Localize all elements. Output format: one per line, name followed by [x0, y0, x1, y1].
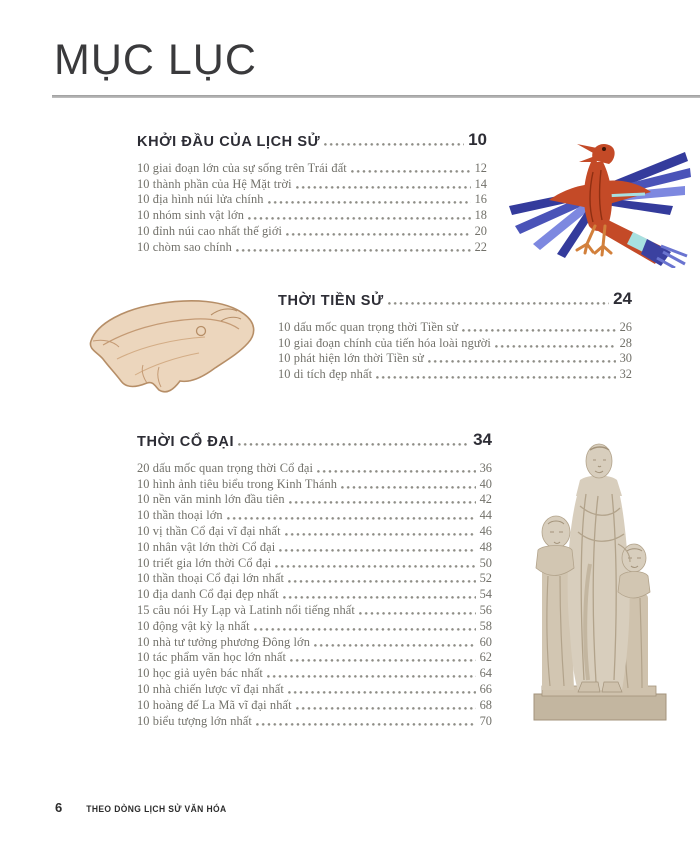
- dot-leader: [268, 201, 471, 204]
- section-entries: [278, 319, 632, 382]
- toc-entry-label: 10 triết gia lớn thời Cổ đại: [137, 555, 272, 570]
- toc-entry-page: 14: [474, 176, 487, 191]
- toc-entry: [137, 571, 492, 587]
- section-title: THỜI TIỀN SỬ: [278, 293, 384, 309]
- dot-leader: [388, 302, 609, 305]
- folio-page-number: 6: [55, 800, 63, 815]
- toc-entry: [137, 681, 492, 697]
- toc-entry-page: 16: [474, 192, 487, 207]
- toc-entry-label: 10 thần thoại Cổ đại lớn nhất: [137, 571, 285, 586]
- toc-entry-page: 60: [479, 634, 492, 649]
- dot-leader: [288, 580, 476, 583]
- dot-leader: [283, 596, 476, 599]
- toc-entry-label: 10 phát hiện lớn thời Tiền sử: [278, 351, 424, 366]
- toc-entry-label: 10 nhà chiến lược vĩ đại nhất: [137, 681, 284, 696]
- toc-entry: [137, 207, 487, 223]
- toc-entry-label: 10 nhà tư tưởng phương Đông lớn: [137, 634, 310, 649]
- toc-entry: [278, 319, 632, 335]
- dot-leader: [227, 517, 476, 520]
- toc-entry-page: 30: [619, 351, 632, 366]
- dot-leader: [290, 659, 476, 662]
- toc-entry-page: 62: [479, 650, 492, 665]
- dot-leader: [296, 186, 471, 189]
- toc-entry: [137, 665, 492, 681]
- toc-entry: [137, 176, 487, 192]
- toc-entry-page: 48: [479, 539, 492, 554]
- dot-leader: [314, 644, 476, 647]
- toc-entry: [137, 523, 492, 539]
- toc-entry: [137, 160, 487, 176]
- toc-entry-label: 10 thành phần của Hệ Mặt trời: [137, 176, 292, 191]
- page-footer: [55, 800, 227, 815]
- toc-entry: [137, 239, 487, 255]
- section-page-number: 34: [473, 430, 492, 449]
- toc-entry: [137, 539, 492, 555]
- toc-entry-page: 22: [474, 239, 487, 254]
- roman-statue-illustration: [520, 436, 680, 736]
- dot-leader: [341, 486, 476, 489]
- toc-entry-label: 10 nhóm sinh vật lớn: [137, 208, 244, 223]
- toc-entry: [137, 476, 492, 492]
- toc-entry-page: 64: [479, 666, 492, 681]
- toc-entry-label: 15 câu nói Hy Lạp và Latinh nổi tiếng nhất: [137, 602, 355, 617]
- toc-entry-label: 10 địa danh Cổ đại đẹp nhất: [137, 587, 279, 602]
- section-title: THỜI CỔ ĐẠI: [137, 434, 235, 450]
- toc-entry-label: 10 dấu mốc quan trọng thời Tiền sử: [278, 319, 459, 334]
- dot-leader: [248, 217, 471, 220]
- toc-entry-label: 10 di tích đẹp nhất: [278, 367, 373, 382]
- section-page-number: 10: [468, 130, 487, 149]
- toc-entry-label: 10 giai đoạn lớn của sự sống trên Trái đất: [137, 160, 347, 175]
- section-entries: [137, 160, 487, 255]
- toc-entry: [137, 586, 492, 602]
- toc-entry-page: 70: [479, 713, 492, 728]
- toc-entry: [137, 492, 492, 508]
- toc-entry-page: 50: [479, 555, 492, 570]
- toc-entry-label: 10 động vật kỳ lạ nhất: [137, 618, 250, 633]
- dot-leader: [254, 628, 476, 631]
- dot-leader: [236, 249, 471, 252]
- toc-entry: [137, 223, 487, 239]
- toc-entry: [278, 366, 632, 382]
- toc-entry-label: 20 dấu mốc quan trọng thời Cổ đại: [137, 460, 314, 475]
- dot-leader: [288, 691, 476, 694]
- dot-leader: [275, 565, 475, 568]
- dot-leader: [359, 612, 476, 615]
- toc-section-tien-su: [278, 289, 632, 382]
- toc-entry-label: 10 địa hình núi lửa chính: [137, 192, 264, 207]
- toc-entry-label: 10 hoàng đế La Mã vĩ đại nhất: [137, 697, 292, 712]
- toc-entry-label: 10 giai đoạn chính của tiến hóa loài người: [278, 335, 491, 350]
- page-title: MỤC LỤC: [54, 36, 257, 84]
- toc-entry-page: 42: [479, 492, 492, 507]
- toc-entry-label: 10 biểu tượng lớn nhất: [137, 713, 252, 728]
- book-running-title: THEO DÒNG LỊCH SỬ VĂN HÓA: [86, 803, 227, 815]
- toc-entry-page: 58: [479, 618, 492, 633]
- archaeopteryx-illustration: [505, 132, 693, 268]
- toc-entry: [278, 335, 632, 351]
- toc-entry-label: 10 vị thần Cổ đại vĩ đại nhất: [137, 523, 281, 538]
- toc-entry-label: 10 nhân vật lớn thời Cổ đại: [137, 539, 276, 554]
- dot-leader: [462, 329, 615, 332]
- toc-entry: [137, 697, 492, 713]
- toc-entry-page: 18: [474, 208, 487, 223]
- toc-entry-label: 10 học giả uyên bác nhất: [137, 666, 263, 681]
- toc-entry-page: 32: [619, 367, 632, 382]
- toc-entry: [278, 351, 632, 367]
- section-heading: [278, 289, 632, 309]
- toc-entry-page: 56: [479, 602, 492, 617]
- toc-entry-page: 46: [479, 523, 492, 538]
- dot-leader: [296, 707, 476, 710]
- dot-leader: [317, 470, 476, 473]
- toc-entry: [137, 618, 492, 634]
- toc-entry-page: 12: [474, 160, 487, 175]
- dot-leader: [428, 360, 616, 363]
- toc-entry-label: 10 tác phẩm văn học lớn nhất: [137, 650, 287, 665]
- dot-leader: [267, 675, 476, 678]
- toc-entry: [137, 602, 492, 618]
- dot-leader: [289, 501, 476, 504]
- toc-entry-label: 10 nền văn minh lớn đầu tiên: [137, 492, 285, 507]
- toc-section-co-dai: [137, 430, 492, 729]
- toc-entry: [137, 650, 492, 666]
- toc-entry-page: 36: [479, 460, 492, 475]
- toc-entry-page: 26: [619, 319, 632, 334]
- dot-leader: [286, 233, 471, 236]
- toc-entry: [137, 460, 492, 476]
- section-heading: [137, 130, 487, 150]
- toc-entry: [137, 634, 492, 650]
- toc-entry: [137, 192, 487, 208]
- dot-leader: [238, 443, 469, 446]
- toc-entry-label: 10 hình ảnh tiêu biểu trong Kinh Thánh: [137, 476, 338, 491]
- dot-leader: [324, 143, 464, 146]
- toc-entry-label: 10 thần thoại lớn: [137, 508, 223, 523]
- toc-entry-page: 28: [619, 335, 632, 350]
- section-title: KHỞI ĐẦU CỦA LỊCH SỬ: [137, 134, 321, 150]
- title-divider: [52, 95, 700, 98]
- toc-entry-label: 10 đỉnh núi cao nhất thế giới: [137, 223, 283, 238]
- section-heading: [137, 430, 492, 450]
- toc-section-khoi-dau: [137, 130, 487, 255]
- dot-leader: [376, 376, 615, 379]
- toc-entry: [137, 555, 492, 571]
- dot-leader: [285, 533, 476, 536]
- toc-entry: [137, 713, 492, 729]
- dot-leader: [495, 345, 616, 348]
- dot-leader: [256, 723, 476, 726]
- section-page-number: 24: [613, 289, 632, 308]
- dot-leader: [279, 549, 475, 552]
- toc-entry: [137, 507, 492, 523]
- toc-entry-page: 52: [479, 571, 492, 586]
- toc-entry-page: 54: [479, 587, 492, 602]
- toc-entry-label: 10 chòm sao chính: [137, 239, 232, 254]
- section-entries: [137, 460, 492, 729]
- toc-entry-page: 68: [479, 697, 492, 712]
- toc-entry-page: 20: [474, 223, 487, 238]
- prehistoric-carving-illustration: [83, 289, 263, 399]
- toc-entry-page: 66: [479, 681, 492, 696]
- toc-entry-page: 44: [479, 508, 492, 523]
- dot-leader: [351, 170, 471, 173]
- toc-entry-page: 40: [479, 476, 492, 491]
